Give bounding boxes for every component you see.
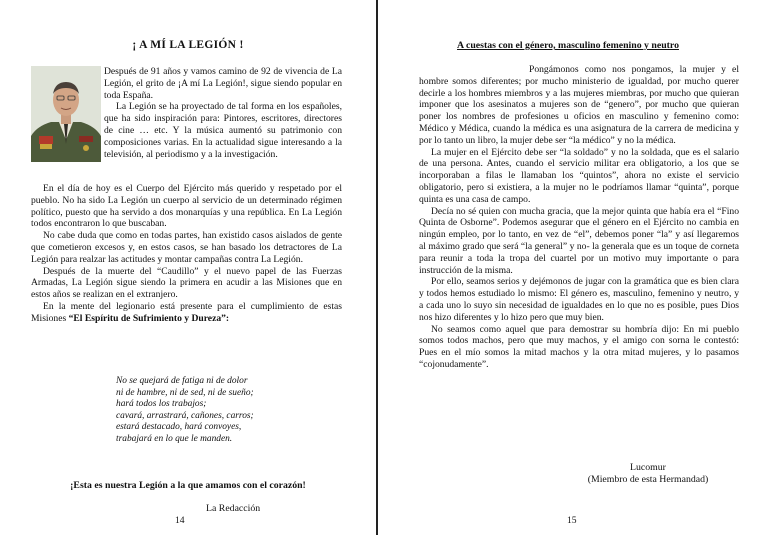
poem-line: ni de hambre, ni de sed, ni de sueño;	[116, 387, 254, 398]
author-note: (Miembro de esta Hermandad)	[587, 474, 709, 485]
poem-block	[116, 376, 254, 446]
right-paragraph-1: Pongámonos como nos pongamos, la mujer y el hombre somos diferentes; por mucho ministerio de igualdad, por mucho querer decirle a los hombres miembros y a las mujeres miembras, por mucho que quieran imponer que los asesinatos a mujeres son de “genero”, por mucho que quieran poner los nombres de profesiones u oficios en masculino y femenino como: Médico y Médica, cuando la médica es una asignatura de la carrera de medicina y por lo tanto un libro, la mujer debe ser “la médico” y no la médica.	[419, 64, 739, 146]
right-page-title: A cuestas con el género, masculino femenino y neutro	[457, 40, 679, 51]
left-page-title: ¡ A MÍ LA LEGIÓN !	[132, 39, 244, 51]
left-paragraph-5: Después de la muerte del “Caudillo” y el nuevo papel de las Fuerzas Armadas, La Legión sigue siendo la primera en acudir a las Misiones que en estos años se realizan en el extranjero.	[31, 265, 342, 301]
left-paragraph-2: La Legión se ha proyectado de tal forma en los españoles, que ha sido inspiración para: Pintores, escritores, directores de cine … etc. Y la música aumentó su patrimonio con composiciones varias. En la actualidad sigue interesando a la televisión, al periodismo y a la investigación.	[104, 101, 342, 160]
legion-motto: ¡Esta es nuestra Legión a la que amamos con el corazón!	[70, 480, 306, 491]
poem-line: hará todos los trabajos;	[116, 399, 207, 410]
left-intro-block	[104, 66, 342, 160]
left-paragraph-4: No cabe duda que como en todas partes, han existido casos aislados de gente que cometieron excesos y, en estos casos, se han basado los detractores de La Legión para realzar las actitudes y montar campañas contra La Legión.	[31, 230, 342, 265]
right-paragraph-2: La mujer en el Ejército debe ser “la soldado” y no la soldada, que es el salario de una persona. Antes, cuando el servicio militar era obligatorio, a los que se incorporaban a filas le llamaban los “quintos”, ahora no existe el servicio obligatorio, pero si existiera, a la mujer no le podríamos llamar “quinta”, porque quinta es una casa de campo.	[419, 146, 739, 205]
poem-line: No se quejará de fatiga ni de dolor	[116, 376, 248, 386]
left-page-number: 14	[175, 515, 185, 526]
espiritu-quote: “El Espíritu de Sufrimiento y Dureza”:	[68, 312, 230, 324]
left-paragraph-6-lead: En la mente del legionario está presente para el cumplimiento de estas Misiones	[31, 300, 342, 324]
right-page-number: 15	[567, 515, 577, 526]
right-page	[378, 0, 758, 535]
officer-portrait-image	[31, 66, 101, 162]
left-page	[0, 0, 376, 535]
officer-portrait-photo	[31, 66, 101, 162]
poem-line: estará destacado, hará convoyes,	[116, 422, 242, 433]
right-body-block	[419, 64, 739, 371]
left-paragraph-3: En el día de hoy es el Cuerpo del Ejército más querido y respetado por el pueblo. No ha sido La Legión un cuerpo al servicio de un determinado régimen político, puesto que ha servido a dos monarquías y una república. En La Legión todos encontraron lo que buscaban.	[31, 183, 342, 230]
left-paragraph-6	[31, 301, 342, 325]
left-body-block	[31, 183, 342, 325]
right-paragraph-3: Decía no sé quien con mucha gracia, que la mejor quinta que había era el “Fino Quinta de Osborne”. Podemos asegurar que el género en el Ejército no cambia en ningún empleo, por lo tanto, en vez de “el”, debemos poner “la” y así llegaremos al máximo grado que será “la general” y no- la generala que es un toque de corneta para reunir a toda la tropa del cuartel por un motivo muy importante o para instrucción de la misma.	[419, 205, 739, 276]
right-paragraph-4: Por ello, seamos serios y dejémonos de jugar con la gramática que es bien clara y todos hemos estudiado lo mismo: El género es, masculino, femenino y neutro, y a cada uno lo suyo sin necesidad de igualdades en lo que no es posible, pues Dios nos hizo diferentes y lo hizo pero que muy bien.	[419, 276, 739, 323]
left-credit: La Redacción	[206, 503, 261, 514]
poem-line: trabajará en lo que le manden.	[116, 433, 233, 444]
author-signature	[578, 462, 718, 486]
left-paragraph-1: Después de 91 años y vamos camino de 92 de vivencia de La Legión, el grito de ¡A mí La Legión!, sigue siendo popular en toda España.	[104, 66, 342, 101]
poem-line: cavará, arrastrará, cañones, carros;	[116, 410, 254, 421]
author-name: Lucomur	[630, 462, 666, 473]
right-paragraph-5: No seamos como aquel que para demostrar su hombría dijo: En mi pueblo somos todos machos, pero que muy machos, y el amigo con sorna le contestó: Pues en el mío somos la mitad machos y la otra mitad mujeres, y lo pasamos “cojonudamente”.	[419, 323, 739, 370]
